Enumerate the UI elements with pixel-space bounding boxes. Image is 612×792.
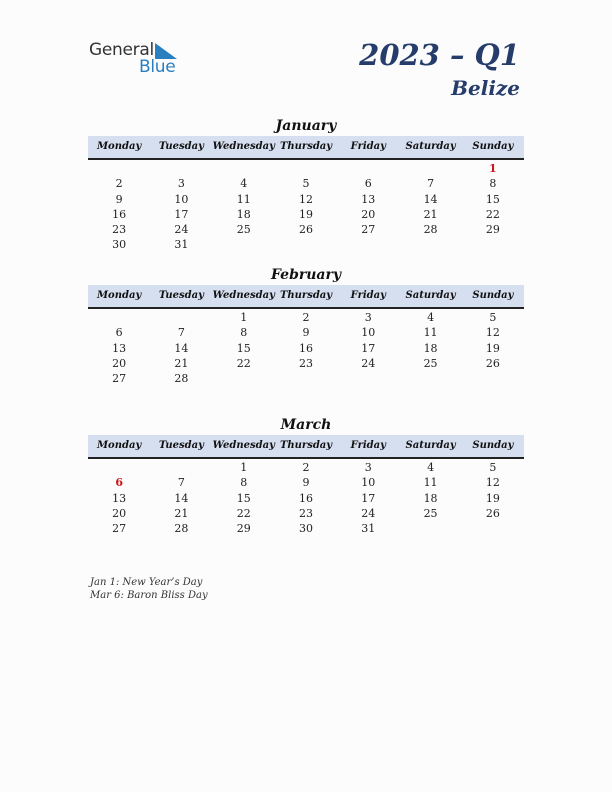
holiday-note: Jan 1: New Year’s Day <box>90 577 203 588</box>
day-cell: 6 <box>115 326 123 340</box>
day-cell: 24 <box>361 506 376 520</box>
day-cell: 3 <box>364 311 372 324</box>
weekday-header: Saturday <box>405 440 456 451</box>
day-cell: 3 <box>364 461 372 474</box>
day-cell: 31 <box>174 238 189 252</box>
empty-day-cell <box>275 161 337 176</box>
weekday-header-row <box>88 285 524 309</box>
day-cell: 18 <box>423 491 438 505</box>
day-cell: 22 <box>485 207 500 221</box>
day-grid <box>88 459 524 536</box>
weekday-header: Friday <box>350 290 386 301</box>
weekday-header: Tuesday <box>158 141 204 152</box>
day-cell: 12 <box>298 192 313 206</box>
page-title: 2023 – Q1 <box>359 38 520 72</box>
day-cell: 28 <box>174 372 189 386</box>
day-cell: 27 <box>112 522 127 536</box>
day-cell: 19 <box>298 207 313 221</box>
day-cell: 8 <box>489 177 497 191</box>
day-cell: 6 <box>115 476 123 490</box>
day-cell: 15 <box>485 192 500 206</box>
day-cell: 14 <box>423 192 438 206</box>
day-cell: 30 <box>112 238 127 252</box>
day-cell: 19 <box>485 491 500 505</box>
day-cell: 7 <box>177 476 185 490</box>
day-cell: 5 <box>489 461 497 474</box>
day-cell: 21 <box>174 356 189 370</box>
weekday-header-row <box>88 435 524 459</box>
day-cell: 16 <box>298 341 313 355</box>
day-cell: 13 <box>361 192 376 206</box>
day-cell: 27 <box>361 223 376 237</box>
weekday-header: Tuesday <box>158 440 204 451</box>
day-cell: 9 <box>302 476 310 490</box>
day-cell: 25 <box>236 223 251 237</box>
day-cell: 20 <box>112 506 127 520</box>
day-cell: 12 <box>485 326 500 340</box>
day-cell: 3 <box>177 177 185 191</box>
day-cell: 2 <box>302 311 310 324</box>
empty-day-cell <box>337 161 399 176</box>
day-cell: 7 <box>177 326 185 340</box>
day-cell: 15 <box>236 491 251 505</box>
weekday-header: Friday <box>350 440 386 451</box>
day-cell: 1 <box>240 461 248 474</box>
day-cell: 11 <box>423 476 438 490</box>
day-cell: 7 <box>427 177 435 191</box>
day-cell: 22 <box>236 506 251 520</box>
holiday-notes <box>90 576 208 602</box>
weekday-header: Thursday <box>279 141 333 152</box>
month-block-february <box>88 265 524 386</box>
empty-day-cell <box>88 161 150 176</box>
weekday-header: Wednesday <box>212 290 275 301</box>
day-cell: 18 <box>423 341 438 355</box>
day-cell: 23 <box>298 356 313 370</box>
month-block-march <box>88 415 524 536</box>
generalblue-logo <box>89 40 189 76</box>
day-cell: 23 <box>112 223 127 237</box>
day-cell: 29 <box>485 223 500 237</box>
day-cell: 12 <box>485 476 500 490</box>
day-cell: 10 <box>174 192 189 206</box>
weekday-header: Saturday <box>405 141 456 152</box>
day-cell: 14 <box>174 341 189 355</box>
day-cell: 26 <box>485 356 500 370</box>
day-cell: 5 <box>302 177 310 191</box>
weekday-header: Monday <box>96 290 142 301</box>
holiday-note: Mar 6: Baron Bliss Day <box>90 590 208 601</box>
day-cell: 10 <box>361 476 376 490</box>
day-cell: 17 <box>361 491 376 505</box>
empty-day-cell <box>399 161 461 176</box>
day-cell: 26 <box>298 223 313 237</box>
day-grid <box>88 160 524 253</box>
day-cell: 4 <box>240 177 248 191</box>
day-cell: 4 <box>427 311 435 324</box>
day-cell: 1 <box>240 311 248 324</box>
weekday-header: Sunday <box>472 440 514 451</box>
day-cell: 21 <box>423 207 438 221</box>
day-cell: 8 <box>240 476 248 490</box>
day-cell: 24 <box>174 223 189 237</box>
day-cell: 11 <box>423 326 438 340</box>
day-cell: 5 <box>489 311 497 324</box>
weekday-header: Thursday <box>279 290 333 301</box>
day-cell: 20 <box>112 356 127 370</box>
day-cell: 28 <box>174 522 189 536</box>
day-cell: 13 <box>112 491 127 505</box>
day-grid <box>88 309 524 386</box>
day-cell: 9 <box>115 192 123 206</box>
day-cell: 15 <box>236 341 251 355</box>
weekday-header: Wednesday <box>212 440 275 451</box>
day-cell: 16 <box>298 491 313 505</box>
day-cell: 13 <box>112 341 127 355</box>
day-cell: 25 <box>423 506 438 520</box>
day-cell: 25 <box>423 356 438 370</box>
day-cell: 20 <box>361 207 376 221</box>
country-name: Belize <box>451 76 520 100</box>
day-cell: 17 <box>361 341 376 355</box>
weekday-header: Sunday <box>472 141 514 152</box>
month-block-january <box>88 116 524 253</box>
day-cell: 10 <box>361 326 376 340</box>
weekday-header: Tuesday <box>158 290 204 301</box>
day-cell: 11 <box>236 192 251 206</box>
day-cell: 31 <box>361 522 376 536</box>
day-cell: 22 <box>236 356 251 370</box>
weekday-header: Monday <box>96 141 142 152</box>
empty-day-cell <box>150 310 212 325</box>
month-title: March <box>280 417 332 433</box>
weekday-header: Wednesday <box>212 141 275 152</box>
day-cell: 14 <box>174 491 189 505</box>
day-cell: 9 <box>302 326 310 340</box>
weekday-header: Monday <box>96 440 142 451</box>
day-cell: 28 <box>423 223 438 237</box>
weekday-header: Sunday <box>472 290 514 301</box>
day-cell: 8 <box>240 326 248 340</box>
day-cell: 21 <box>174 506 189 520</box>
day-cell: 19 <box>485 341 500 355</box>
empty-day-cell <box>88 310 150 325</box>
logo-word-general: General <box>89 40 154 60</box>
day-cell: 18 <box>236 207 251 221</box>
day-cell: 2 <box>115 177 123 191</box>
empty-day-cell <box>150 460 212 475</box>
weekday-header: Thursday <box>279 440 333 451</box>
day-cell: 29 <box>236 522 251 536</box>
month-title: January <box>275 118 337 134</box>
empty-day-cell <box>88 460 150 475</box>
month-title: February <box>270 267 341 283</box>
logo-word-blue: Blue <box>139 57 176 77</box>
day-cell: 6 <box>364 177 372 191</box>
day-cell: 26 <box>485 506 500 520</box>
day-cell: 30 <box>298 522 313 536</box>
day-cell: 24 <box>361 356 376 370</box>
empty-day-cell <box>213 161 275 176</box>
weekday-header-row <box>88 136 524 160</box>
day-cell: 23 <box>298 506 313 520</box>
weekday-header: Friday <box>350 141 386 152</box>
day-cell: 27 <box>112 372 127 386</box>
day-cell: 2 <box>302 461 310 474</box>
day-cell: 16 <box>112 207 127 221</box>
day-cell: 17 <box>174 207 189 221</box>
day-cell: 4 <box>427 461 435 474</box>
day-cell: 1 <box>489 162 497 175</box>
empty-day-cell <box>150 161 212 176</box>
weekday-header: Saturday <box>405 290 456 301</box>
